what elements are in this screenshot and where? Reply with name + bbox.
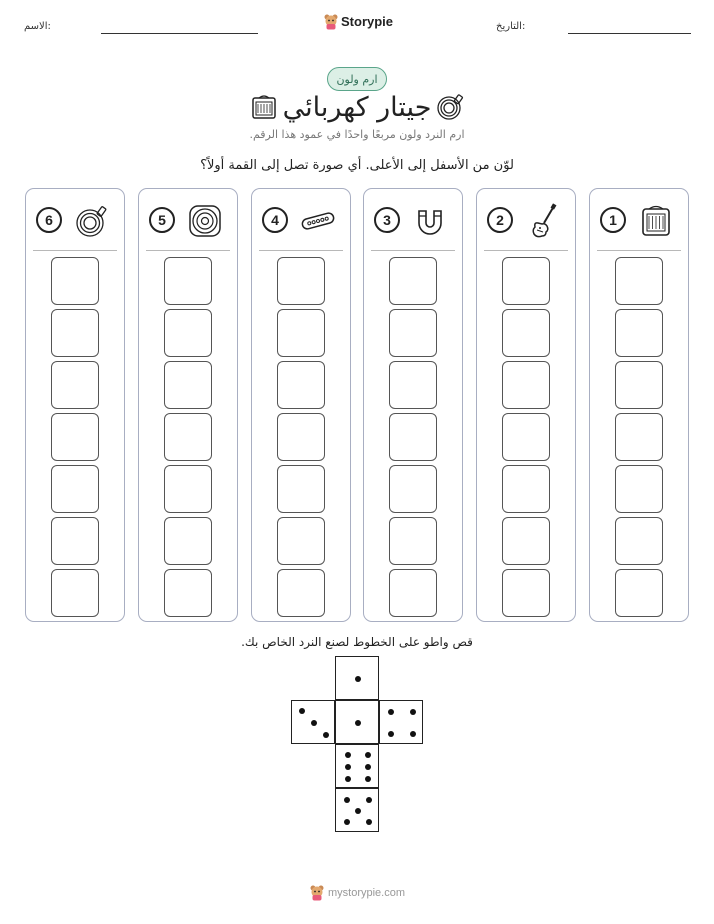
- dice-pip: [388, 731, 394, 737]
- dice-pip: [344, 819, 350, 825]
- column-6: [25, 188, 125, 622]
- column-divider: [484, 250, 568, 251]
- bear-logo-icon: [324, 13, 338, 30]
- column-divider: [146, 250, 230, 251]
- color-square[interactable]: [164, 517, 212, 565]
- dice-pip: [410, 731, 416, 737]
- dice-face-1: [335, 700, 379, 744]
- page-title: جيتار كهربائي: [282, 92, 432, 123]
- dice-pip: [345, 752, 351, 758]
- column-2: [476, 188, 576, 622]
- color-square[interactable]: [615, 257, 663, 305]
- color-square[interactable]: [51, 569, 99, 617]
- color-square[interactable]: [615, 465, 663, 513]
- dice-face-3: [291, 700, 335, 744]
- column-divider: [259, 250, 343, 251]
- color-square[interactable]: [389, 309, 437, 357]
- brand-name: Storypie: [341, 14, 394, 29]
- color-square[interactable]: [389, 517, 437, 565]
- color-square[interactable]: [51, 413, 99, 461]
- color-square[interactable]: [277, 569, 325, 617]
- color-square[interactable]: [277, 257, 325, 305]
- column-number: 3: [374, 207, 400, 233]
- color-square[interactable]: [51, 257, 99, 305]
- column-number: 5: [149, 207, 175, 233]
- column-number: 1: [600, 207, 626, 233]
- brand-logo: [324, 13, 393, 30]
- color-square[interactable]: [51, 309, 99, 357]
- color-square[interactable]: [615, 569, 663, 617]
- color-square[interactable]: [615, 361, 663, 409]
- dice-face-5: [335, 788, 379, 832]
- footer-url[interactable]: mystorypie.com: [328, 886, 406, 899]
- color-square[interactable]: [164, 257, 212, 305]
- color-square[interactable]: [164, 361, 212, 409]
- color-square[interactable]: [277, 413, 325, 461]
- color-square[interactable]: [615, 309, 663, 357]
- date-label: التاريخ:: [496, 21, 526, 32]
- dice-face-6: [335, 744, 379, 788]
- cable-icon: [436, 93, 464, 121]
- column-number: 2: [487, 207, 513, 233]
- color-square[interactable]: [502, 257, 550, 305]
- color-square[interactable]: [502, 413, 550, 461]
- column-number: 4: [262, 207, 288, 233]
- color-square[interactable]: [51, 517, 99, 565]
- dice-pip: [365, 752, 371, 758]
- column-divider: [33, 250, 117, 251]
- subtitle: ارم النرد ولون مربعًا واحدًا في عمود هذا الرقم.: [249, 128, 465, 141]
- color-square[interactable]: [502, 569, 550, 617]
- color-square[interactable]: [164, 309, 212, 357]
- color-square[interactable]: [615, 413, 663, 461]
- electric-guitar-icon: [525, 203, 561, 239]
- dice-pip: [355, 720, 361, 726]
- color-square[interactable]: [277, 517, 325, 565]
- guitar-pickup-icon: [300, 203, 336, 239]
- dice-pip: [345, 776, 351, 782]
- dice-face-4: [379, 700, 423, 744]
- dice-pip: [410, 709, 416, 715]
- color-square[interactable]: [164, 569, 212, 617]
- color-square[interactable]: [51, 465, 99, 513]
- column-4: [251, 188, 351, 622]
- color-square[interactable]: [502, 517, 550, 565]
- column-3: [363, 188, 463, 622]
- magnet-icon: [412, 203, 448, 239]
- dice-pip: [355, 808, 361, 814]
- name-line[interactable]: [101, 33, 258, 34]
- column-divider: [597, 250, 681, 251]
- color-square[interactable]: [615, 517, 663, 565]
- dice-pip: [311, 720, 317, 726]
- color-square[interactable]: [277, 465, 325, 513]
- dice-pip: [365, 776, 371, 782]
- activity-badge: ارم ولون: [327, 67, 387, 91]
- column-5: [138, 188, 238, 622]
- color-square[interactable]: [277, 309, 325, 357]
- color-square[interactable]: [502, 361, 550, 409]
- dice-pip: [366, 797, 372, 803]
- speaker-icon: [187, 203, 223, 239]
- color-square[interactable]: [277, 361, 325, 409]
- color-square[interactable]: [51, 361, 99, 409]
- column-divider: [371, 250, 455, 251]
- dice-pip: [323, 732, 329, 738]
- dice-pip: [365, 764, 371, 770]
- column-1: [589, 188, 689, 622]
- column-number: 6: [36, 207, 62, 233]
- dice-pip: [388, 709, 394, 715]
- instruction-text: لوّن من الأسفل إلى الأعلى. أي صورة تصل إلى القمة أولاً؟: [200, 158, 514, 173]
- dice-face-1: [335, 656, 379, 700]
- color-square[interactable]: [389, 413, 437, 461]
- dice-pip: [366, 819, 372, 825]
- color-square[interactable]: [389, 361, 437, 409]
- dice-pip: [299, 708, 305, 714]
- footer: [310, 884, 405, 901]
- color-square[interactable]: [502, 309, 550, 357]
- cut-instruction: قص واطو على الخطوط لصنع النرد الخاص بك.: [241, 635, 473, 649]
- amplifier-icon: [638, 203, 674, 239]
- dice-pip: [344, 797, 350, 803]
- color-square[interactable]: [164, 413, 212, 461]
- color-square[interactable]: [389, 465, 437, 513]
- color-square[interactable]: [502, 465, 550, 513]
- color-square[interactable]: [389, 569, 437, 617]
- dice-pip: [345, 764, 351, 770]
- date-line[interactable]: [568, 33, 691, 34]
- bear-logo-icon: [310, 884, 324, 901]
- cable-icon: [74, 203, 110, 239]
- name-label: الاسم:: [24, 21, 51, 32]
- color-square[interactable]: [164, 465, 212, 513]
- color-square[interactable]: [389, 257, 437, 305]
- dice-pip: [355, 676, 361, 682]
